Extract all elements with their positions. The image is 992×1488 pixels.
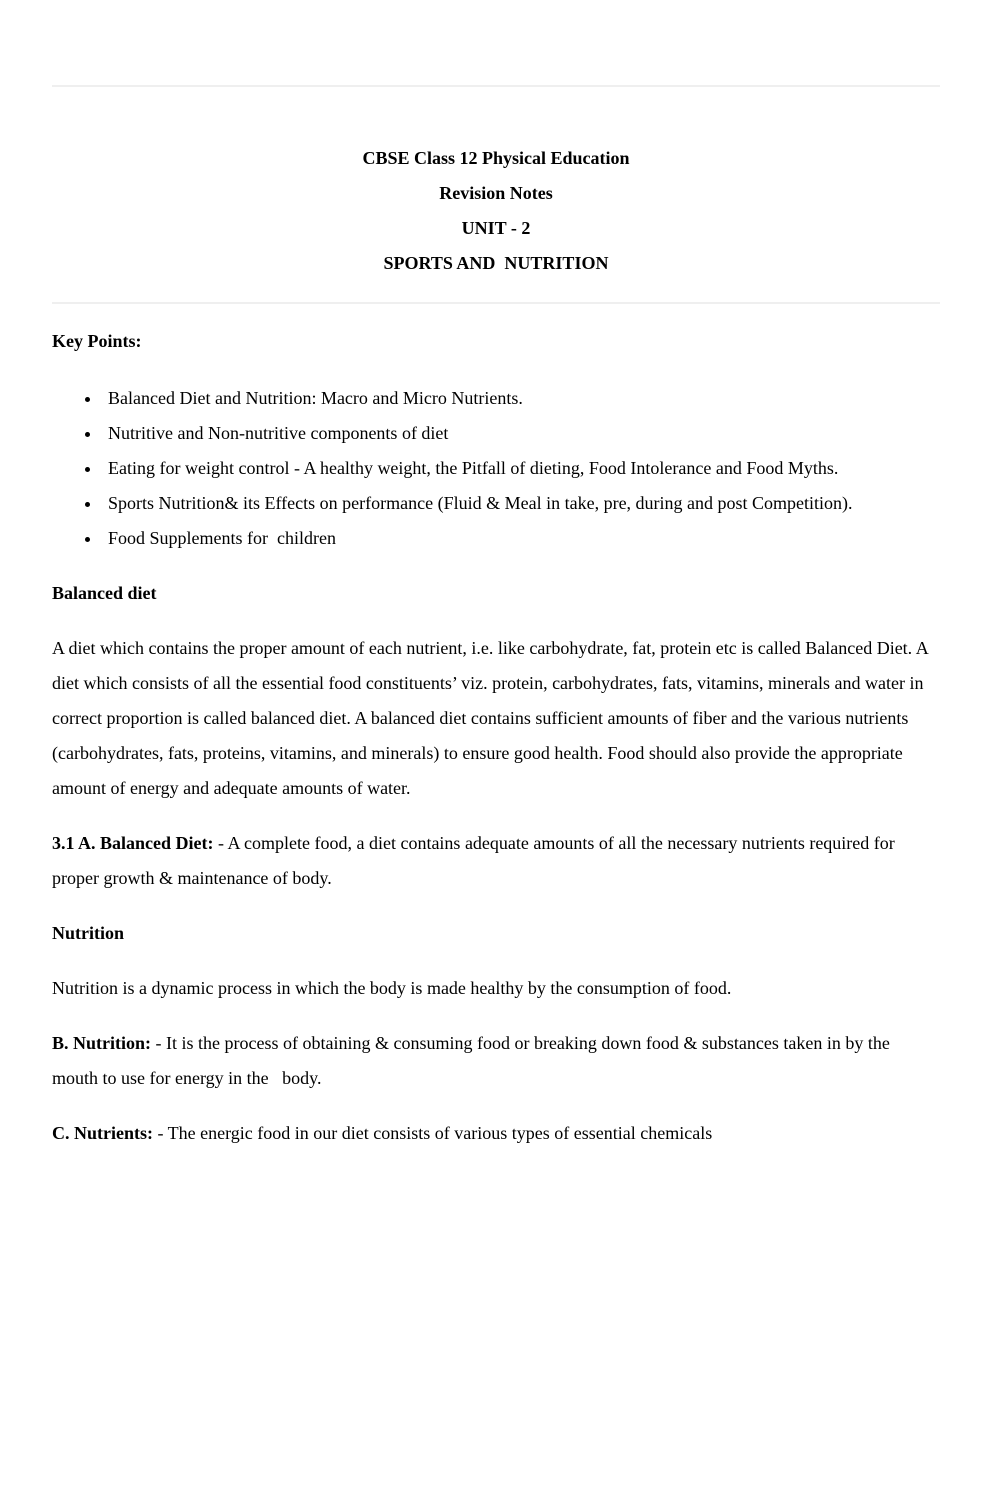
list-item: • Eating for weight control - A healthy weight, the Pitfall of dieting, Food Intolerance and Food Myths. <box>102 451 940 486</box>
nutrition-heading: Nutrition <box>52 923 124 943</box>
document-page <box>0 85 992 1488</box>
header-divider <box>52 302 940 304</box>
nutrients-definition-lead: C. Nutrients: <box>52 1123 153 1143</box>
list-item: • Nutritive and Non-nutritive components of diet <box>102 416 940 451</box>
document-title-block <box>52 141 940 281</box>
list-item: • Food Supplements for children <box>102 521 940 556</box>
balanced-diet-heading: Balanced diet <box>52 583 157 603</box>
nutrition-definition-text: - It is the process of obtaining & consuming food or breaking down food & substances taken in by the mouth to use for energy in the body. <box>52 1033 895 1088</box>
title-line-subject: SPORTS AND NUTRITION <box>383 253 609 273</box>
key-points-heading: Key Points: <box>52 331 142 351</box>
balanced-diet-definition-text: - A complete food, a diet contains adequate amounts of all the necessary nutrients required for proper growth & maintenance of body. <box>52 833 900 888</box>
nutrition-definition-lead: B. Nutrition: <box>52 1033 151 1053</box>
key-points-list <box>52 381 940 556</box>
balanced-diet-definition <box>52 826 940 896</box>
nutrients-definition-text: - The energic food in our diet consists of various types of essential chemicals <box>153 1123 713 1143</box>
top-divider <box>52 85 940 87</box>
nutrition-definition <box>52 1026 940 1096</box>
list-item: • Balanced Diet and Nutrition: Macro and Micro Nutrients. <box>102 381 940 416</box>
title-line-notes: Revision Notes <box>439 183 553 203</box>
nutrition-paragraph: Nutrition is a dynamic process in which the body is made healthy by the consumption of food. <box>52 978 732 998</box>
title-line-unit: UNIT - 2 <box>461 218 531 238</box>
title-line-course: CBSE Class 12 Physical Education <box>362 148 630 168</box>
balanced-diet-definition-lead: 3.1 A. Balanced Diet: <box>52 833 214 853</box>
list-item: • Sports Nutrition& its Effects on performance (Fluid & Meal in take, pre, during and post Competition). <box>102 486 940 521</box>
balanced-diet-paragraph: A diet which contains the proper amount of each nutrient, i.e. like carbohydrate, fat, protein etc is called Balanced Diet. A diet which consists of all the essential food constituents’ viz. protein, carbohydrates, fats, vitamins, minerals and water in correct proportion is called balanced diet. A balanced diet contains sufficient amounts of fiber and the various nutrients (carbohydrates, fats, proteins, vitamins, and minerals) to ensure good health. Food should also provide the appropriate amount of energy and adequate amounts of water. <box>52 638 933 798</box>
nutrients-definition <box>52 1116 940 1151</box>
